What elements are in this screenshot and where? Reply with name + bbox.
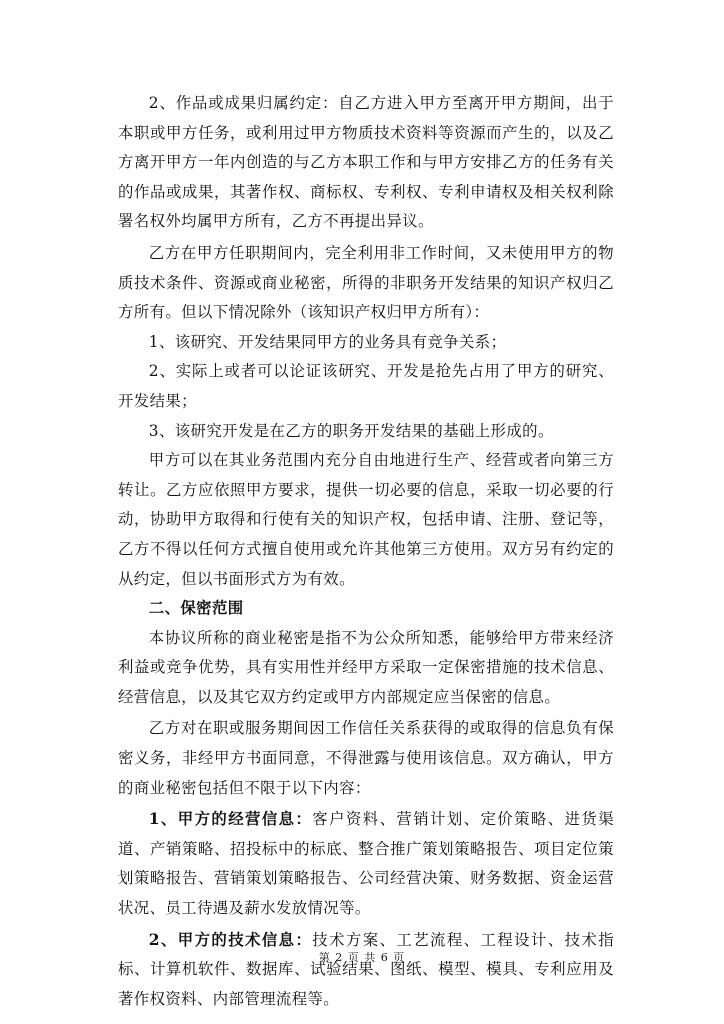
paragraph-trade-secret-definition: 本协议所称的商业秘密是指不为公众所知悉，能够给甲方带来经济利益或竞争优势，具有实用性并经甲方采取一定保密措施的技术信息、经营信息，以及其它双方约定或甲方内部规定应当保密的信息。 [118,628,614,706]
paragraph-business-info [118,805,614,923]
technical-info-lead: 2、甲方的技术信息： [148,930,313,949]
business-info-lead: 1、甲方的经营信息： [148,810,313,829]
business-info-text: 客户资料、营销计划、定价策略、进货渠道、产销策略、招投标中的标底、整合推广策划策略报告、项目定位策划策略报告、营销策划策略报告、公司经营决策、财务数据、资金运营状况、员工待遇及薪水发放情况等。 [118,810,614,918]
section-heading-scope: 二、保密范围 [148,599,244,618]
paragraph-technical-info [118,926,614,1015]
list-item-3: 3、该研究开发是在乙方的职务开发结果的基础上形成的。 [148,421,554,440]
paragraph-confidentiality-duty: 乙方对在职或服务期间因工作信任关系获得的或取得的信息负有保密义务，非经甲方书面同意，不得泄露与使用该信息。双方确认，甲方的商业秘密包括但不限于以下内容： [118,719,614,797]
body-text [118,89,614,1014]
list-item-1: 1、该研究、开发结果同甲方的业务具有竞争关系； [148,332,507,351]
paragraph-non-duty-results: 乙方在甲方任职期间内，完全利用非工作时间，又未使用甲方的物质技术条件、资源或商业秘密，所得的非职务开发结果的知识产权归乙方所有。但以下情况除外（该知识产权归甲方所有）： [118,243,614,322]
technical-info-text: 技术方案、工艺流程、工程设计、技术指标、计算机软件、数据库、试验结果、图纸、模型、模具、专利应用及著作权资料、内部管理流程等。 [118,930,614,1008]
paragraph-ownership: 2、作品或成果归属约定：自乙方进入甲方至离开甲方期间，出于本职或甲方任务，或利用过甲方物质技术资料等资源而产生的，以及乙方离开甲方一年内创造的与乙方本职工作和与甲方安排乙方的任务有关的作品或成果，其著作权、商标权、专利权、专利申请权及相关权利除署名权外均属甲方所有，乙方不再提出异议。 [118,94,614,231]
page-footer: 第 2 页 共 6 页 [318,951,406,964]
paragraph-transfer-rights: 甲方可以在其业务范围内充分自由地进行生产、经营或者向第三方转让。乙方应依照甲方要求，提供一切必要的信息，采取一切必要的行动，协助甲方取得和行使有关的知识产权，包括申请、注册、登记等，乙方不得以任何方式擅自使用或允许其他第三方使用。双方另有约定的从约定，但以书面形式方为有效。 [118,451,614,588]
list-item-2: 2、实际上或者可以论证该研究、开发是抢先占用了甲方的研究、开发结果； [118,362,614,410]
